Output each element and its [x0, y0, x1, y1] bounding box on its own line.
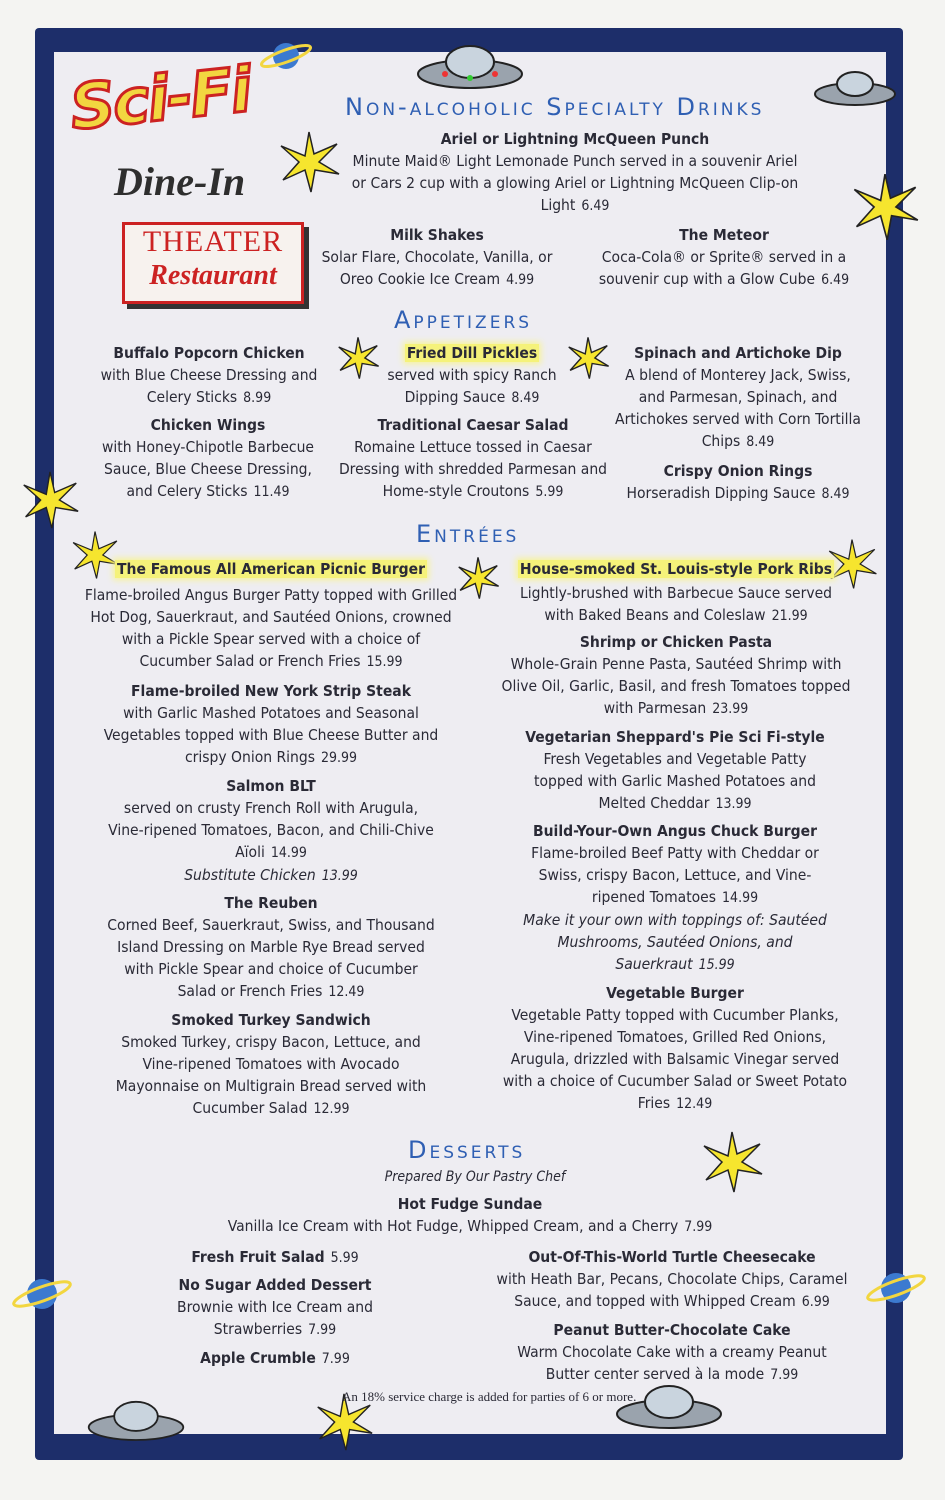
- item-desc: served on crusty French Roll with Arugula, Vine-ripened Tomatoes, Bacon, and Chili-Chive Aïoli: [108, 799, 434, 861]
- menu-item: [160, 1347, 390, 1370]
- menu-item: [516, 820, 834, 976]
- item-extra-price: 13.99: [321, 868, 358, 884]
- item-desc: with Honey-Chipotle Barbecue Sauce, Blue Cheese Dressing, and Celery Sticks: [101, 438, 315, 500]
- menu-item: [610, 460, 866, 505]
- item-name: The Meteor: [679, 226, 769, 244]
- item-price: 5.99: [535, 484, 564, 500]
- item-price: 21.99: [771, 608, 808, 624]
- menu-item: [494, 631, 858, 720]
- item-name: Vegetarian Sheppard's Pie Sci Fi-style: [525, 728, 825, 746]
- menu-item: [190, 1193, 750, 1238]
- item-desc: Minute Maid® Light Lemonade Punch served in a souvenir Ariel or Cars 2 cup with a glowing Ariel or Lightning McQueen Clip-on Light: [351, 152, 799, 214]
- item-desc: Flame-broiled Angus Burger Patty topped with Grilled Hot Dog, Sauerkraut, and Sautéed Onions, crowned with a Pickle Spear served with a choice of Cucumber Salad or French Fries: [84, 586, 458, 670]
- item-price: 14.99: [722, 890, 759, 906]
- item-desc: Warm Chocolate Cake with a creamy Peanut Butter center served à la mode: [517, 1343, 827, 1383]
- service-charge-note: An 18% service charge is added for parties of 6 or more.: [342, 1389, 637, 1404]
- desserts-subtitle: [330, 1166, 620, 1188]
- menu-item: [610, 342, 866, 453]
- item-desc: Solar Flare, Chocolate, Vanilla, or Oreo Cookie Ice Cream: [321, 248, 553, 288]
- menu-item: [330, 128, 820, 217]
- menu-item: [500, 1319, 844, 1386]
- item-name: Salmon BLT: [226, 777, 316, 795]
- item-extra: Substitute Chicken: [184, 866, 316, 884]
- item-name: Ariel or Lightning McQueen Punch: [440, 130, 710, 148]
- item-price: 13.99: [715, 796, 752, 812]
- item-price: 7.99: [321, 1351, 350, 1367]
- item-price: 12.49: [328, 984, 365, 1000]
- item-desc: Fresh Vegetables and Vegetable Patty topped with Garlic Mashed Potatoes and Melted Cheddar: [534, 750, 816, 812]
- item-name: Build-Your-Own Angus Chuck Burger: [533, 822, 817, 840]
- item-price: 11.49: [253, 484, 290, 500]
- item-price: 23.99: [712, 701, 749, 717]
- item-name: The Reuben: [224, 894, 318, 912]
- menu-item: [480, 1246, 864, 1313]
- item-desc: Whole-Grain Penne Pasta, Sautéed Shrimp with Olive Oil, Garlic, Basil, and fresh Tomatoes topped with Parmesan: [501, 655, 851, 717]
- menu-item: [106, 892, 436, 1003]
- logo-dinein-text: Dine-In: [114, 159, 246, 204]
- item-price: 8.49: [746, 434, 775, 450]
- section-title-entrees: Entrées: [416, 520, 520, 548]
- item-name: Buffalo Popcorn Chicken: [113, 344, 305, 362]
- item-name: Vegetable Burger: [606, 984, 744, 1002]
- item-price: 8.49: [821, 486, 850, 502]
- logo-restaurant-text: Restaurant: [149, 260, 277, 291]
- item-price: 15.99: [366, 654, 403, 670]
- menu-item: [160, 1246, 390, 1269]
- menu-item: [100, 680, 442, 769]
- item-price: 6.99: [801, 1294, 830, 1310]
- item-price: 14.99: [270, 845, 307, 861]
- item-name: Shrimp or Chicken Pasta: [579, 633, 773, 651]
- logo-theater-text: THEATER: [142, 225, 284, 258]
- section-title-desserts: Desserts: [408, 1136, 526, 1164]
- item-desc: Vegetable Patty topped with Cucumber Planks, Vine-ripened Tomatoes, Grilled Red Onions, Arugula, drizzled with Balsamic Vinegar served with a choice of Cucumber Salad or Sweet Potato Fries: [502, 1006, 848, 1112]
- item-name: Hot Fudge Sundae: [397, 1195, 543, 1213]
- item-desc: Brownie with Ice Cream and Strawberries: [177, 1298, 373, 1338]
- item-desc: Lightly-brushed with Barbecue Sauce served with Baked Beans and Coleslaw: [519, 584, 833, 624]
- menu-item: [314, 224, 560, 291]
- item-price: 12.49: [676, 1096, 713, 1112]
- item-desc: Flame-broiled Beef Patty with Cheddar or Swiss, crispy Bacon, Lettuce, and Vine-ripened Tomatoes: [531, 844, 819, 906]
- item-name: Fried Dill Pickles: [406, 344, 538, 362]
- menu-item: [586, 224, 862, 291]
- item-name: Traditional Caesar Salad: [377, 416, 569, 434]
- menu-item: [104, 775, 438, 887]
- item-desc: Horseradish Dipping Sauce: [626, 484, 816, 502]
- item-extra: Make it your own with toppings of: Sautéed Mushrooms, Sautéed Onions, and Sauerkraut: [523, 911, 827, 973]
- item-desc: Romaine Lettuce tossed in Caesar Dressing with shredded Parmesan and Home-style Croutons: [338, 438, 608, 500]
- item-desc: Vanilla Ice Cream with Hot Fudge, Whipped Cream, and a Cherry: [227, 1217, 679, 1235]
- item-desc: with Heath Bar, Pecans, Chocolate Chips, Caramel Sauce, and topped with Whipped Cream: [496, 1270, 848, 1310]
- item-desc: served with spicy Ranch Dipping Sauce: [387, 366, 557, 406]
- item-desc: with Blue Cheese Dressing and Celery Sticks: [100, 366, 318, 406]
- item-name: Spinach and Artichoke Dip: [634, 344, 842, 362]
- item-name: The Famous All American Picnic Burger: [117, 560, 425, 578]
- item-name: Apple Crumble: [200, 1349, 316, 1367]
- logo-scifi-text: Sci-Fi: [66, 52, 254, 145]
- menu-item: [494, 558, 858, 627]
- item-name: Out-Of-This-World Turtle Cheesecake: [528, 1248, 816, 1266]
- item-price: 29.99: [321, 750, 358, 766]
- item-desc: Coca-Cola® or Sprite® served in a souvenir cup with a Glow Cube: [598, 248, 847, 288]
- item-desc: A blend of Monterey Jack, Swiss, and Parmesan, Spinach, and Artichokes served with Corn Tortilla Chips: [615, 366, 861, 450]
- section-title-drinks: Non-alcoholic Specialty Drinks: [345, 93, 765, 121]
- item-name: Chicken Wings: [150, 416, 266, 434]
- item-price: 5.99: [330, 1250, 359, 1266]
- item-name: Milk Shakes: [390, 226, 484, 244]
- item-name: Crispy Onion Rings: [663, 462, 813, 480]
- menu-item: [110, 1009, 432, 1120]
- item-price: 7.99: [770, 1367, 799, 1383]
- item-price: 6.49: [821, 272, 850, 288]
- item-price: 7.99: [308, 1322, 337, 1338]
- item-price: 7.99: [684, 1219, 713, 1235]
- item-name: House-smoked St. Louis-style Pork Ribs: [519, 560, 833, 578]
- item-desc: Corned Beef, Sauerkraut, Swiss, and Thousand Island Dressing on Marble Rye Bread served with Pickle Spear and choice of Cucumber Salad or French Fries: [107, 916, 435, 1000]
- menu-item: [84, 558, 458, 673]
- item-extra-price: 15.99: [698, 957, 735, 973]
- item-name: Fresh Fruit Salad: [191, 1248, 325, 1266]
- item-desc: Smoked Turkey, crispy Bacon, Lettuce, and Vine-ripened Tomatoes with Avocado Mayonnaise on Multigrain Bread served with Cucumber Salad: [115, 1033, 427, 1117]
- item-name: Smoked Turkey Sandwich: [171, 1011, 371, 1029]
- menu-item: [372, 342, 572, 409]
- item-price: 6.49: [581, 198, 610, 214]
- menu-item: [160, 1274, 390, 1341]
- item-price: 4.99: [506, 272, 535, 288]
- menu-item: [96, 342, 322, 409]
- item-price: 8.49: [511, 390, 540, 406]
- menu-item: [500, 982, 850, 1115]
- item-name: No Sugar Added Dessert: [178, 1276, 372, 1294]
- item-price: 8.99: [243, 390, 272, 406]
- menu-item: [90, 414, 326, 503]
- item-name: Flame-broiled New York Strip Steak: [131, 682, 411, 700]
- item-desc: with Garlic Mashed Potatoes and Seasonal Vegetables topped with Blue Cheese Butter and crispy Onion Rings: [103, 704, 439, 766]
- menu-item: [338, 414, 608, 503]
- item-price: 12.99: [313, 1101, 350, 1117]
- section-title-appetizers: Appetizers: [394, 306, 533, 334]
- menu-item: [520, 726, 830, 815]
- item-name: Peanut Butter-Chocolate Cake: [553, 1321, 791, 1339]
- desserts-subtitle-text: Prepared By Our Pastry Chef: [384, 1169, 566, 1185]
